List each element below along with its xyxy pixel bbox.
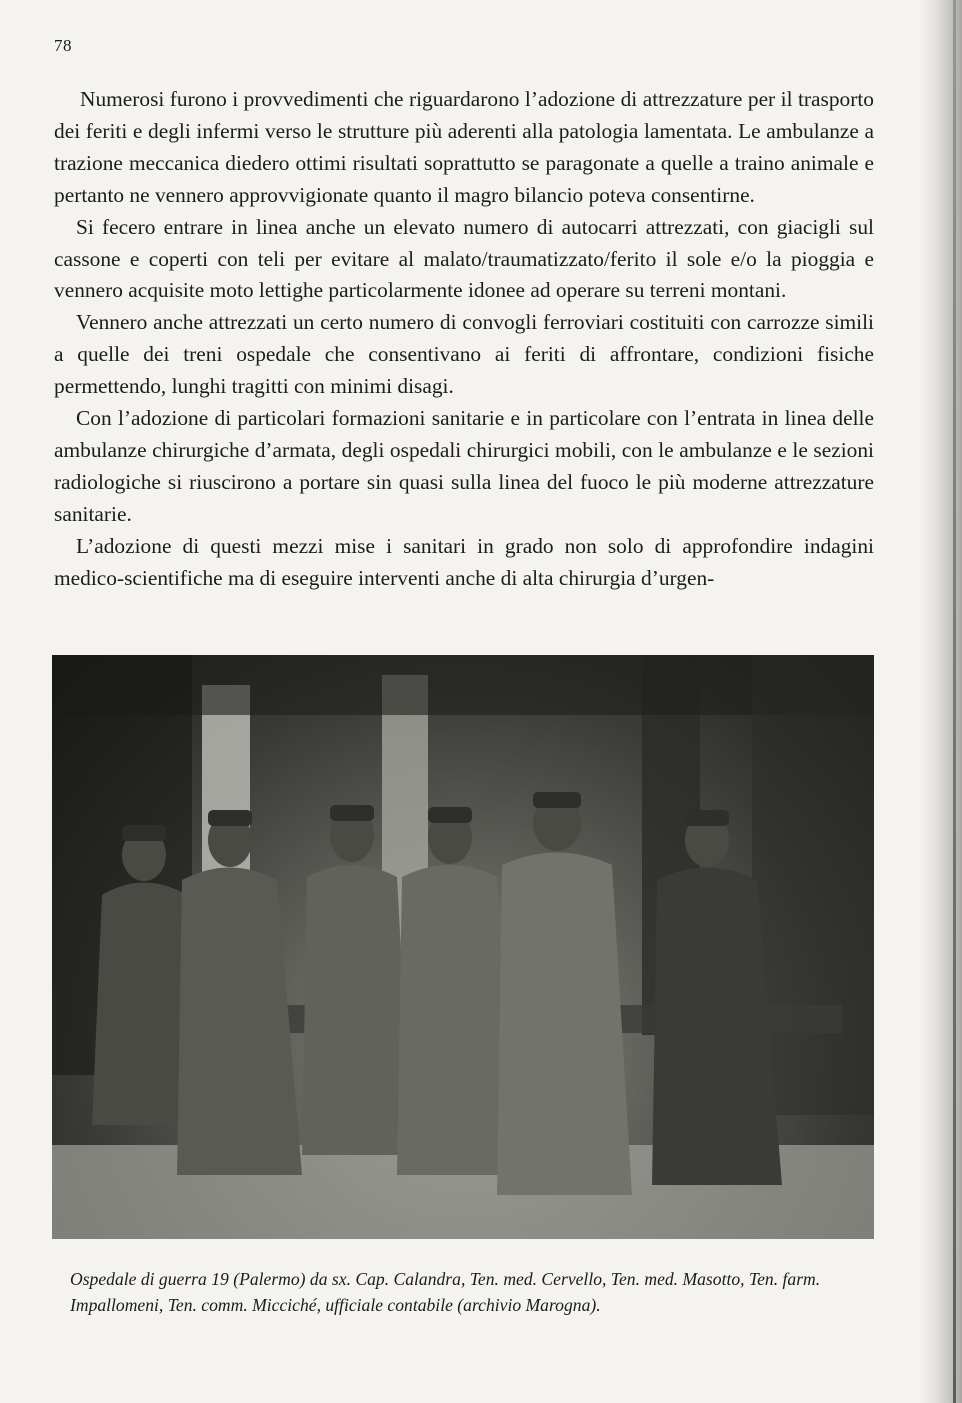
photo-caption: Ospedale di guerra 19 (Palermo) da sx. Cap. Calandra, Ten. med. Cervello, Ten. med. Masotto, Ten. farm. Impallomeni, Ten. comm. Micciché, ufficiale contabile (archivio Marogna). [70, 1269, 821, 1315]
photo-illustration [52, 655, 874, 1239]
paragraph-5: L’adozione di questi mezzi mise i sanitari in grado non solo di approfondire indagini medico-scientifiche ma di eseguire interventi anche di alta chirurgia d’urgen- [54, 533, 874, 590]
paragraph-1: Numerosi furono i provvedimenti che riguardarono l’adozione di attrezzature per il trasporto dei feriti e degli infermi verso le strutture più aderenti alla patologia lamentata. Le ambulanze a trazione meccanica diedero ottimi risultati soprattutto se paragonate a quelle a traino animale e pertanto ne vennero approvvigionate quanto il magro bilancio poteva consentirne. [54, 87, 874, 207]
paragraph-4: Con l’adozione di particolari formazioni sanitarie e in particolare con l’entrata in linea delle ambulanze chirurgiche d’armata, degli ospedali chirurgici mobili, con le ambulanze e le sezioni radiologiche si riuscirono a portare sin quasi sulla linea del fuoco le più moderne attrezzature sanitarie. [54, 406, 874, 526]
page-number: 78 [54, 36, 72, 55]
page-gutter-shadow [920, 0, 962, 1403]
group-photograph [52, 655, 874, 1239]
binding-edge [953, 0, 956, 1403]
body-text [54, 84, 874, 595]
paragraph-2: Si fecero entrare in linea anche un elevato numero di autocarri attrezzati, con giacigli sul cassone e coperti con teli per evitare al malato/traumatizzato/ferito il sole e/o la pioggia e vennero acquisite moto lettighe particolarmente idonee ad operare su terreni montani. [54, 214, 874, 303]
paragraph-3: Vennero anche attrezzati un certo numero di convogli ferroviari costituiti con carrozze simili a quelle dei treni ospedale che consentivano ai feriti di affrontare, condizioni fisiche permettendo, lunghi tragitti con minimi disagi. [54, 310, 874, 399]
